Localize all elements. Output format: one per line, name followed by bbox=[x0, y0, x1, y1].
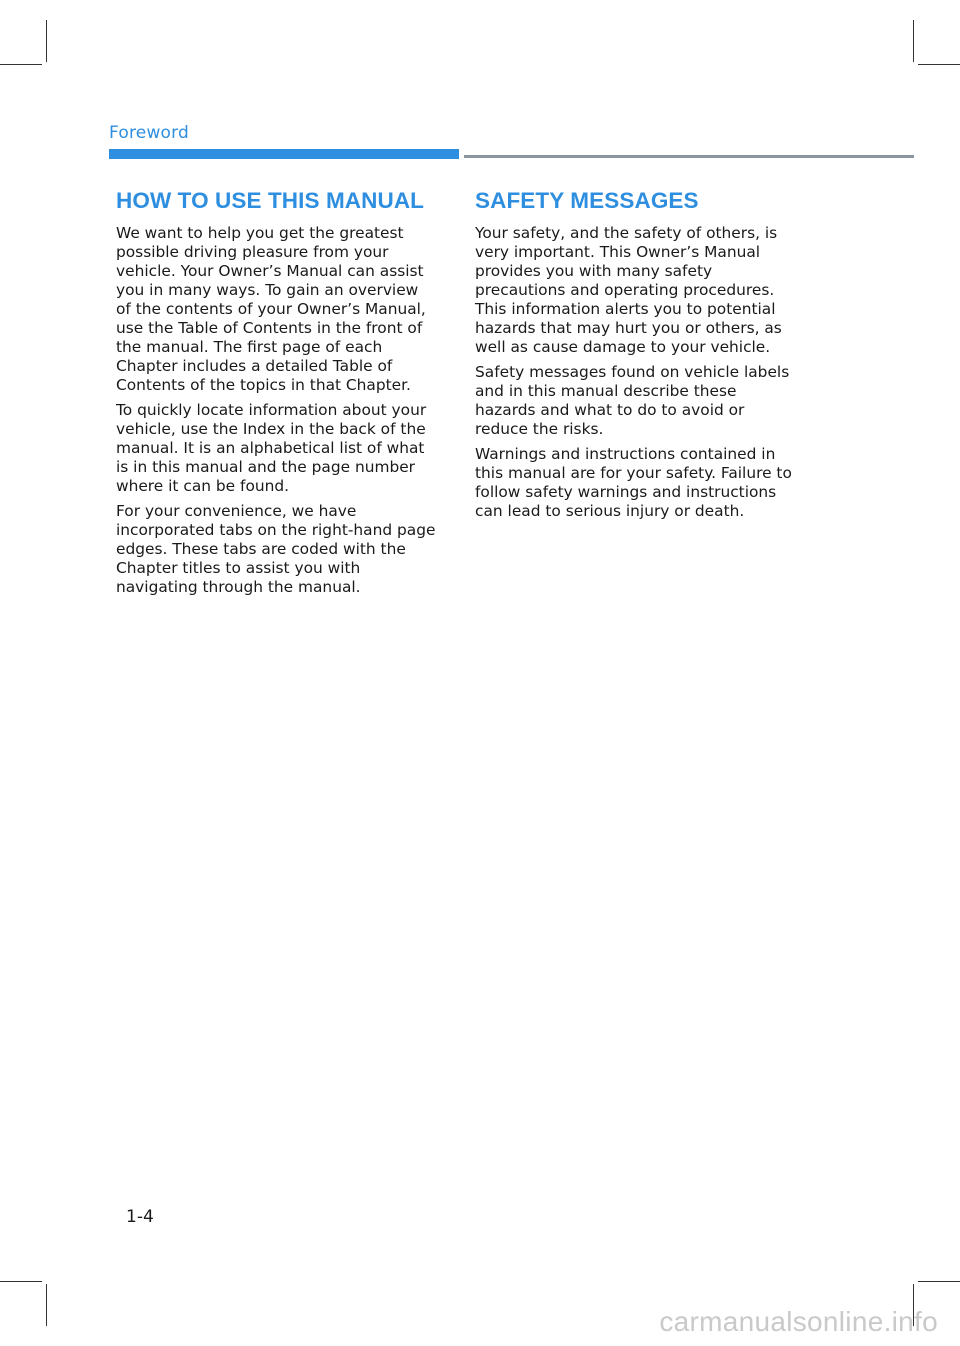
left-paragraph-3: For your convenience, we have incorporated tabs on the right-hand page edges. These tabs are coded with the Chapter titles to assist you with navigating through the manual. bbox=[116, 502, 436, 596]
section-label: Foreword bbox=[109, 123, 190, 143]
left-paragraph-1: We want to help you get the greatest possible driving pleasure from your vehicle. Your Owner’s Manual can assist you in many ways. To gain an overview of the contents of your Owner’s Manual, use the Table of Contents in the front of the manual. The first page of each Chapter includes a detailed Table of Contents of the topics in that Chapter. bbox=[116, 224, 426, 394]
header-rule bbox=[464, 155, 914, 158]
left-paragraph-2: To quickly locate information about your vehicle, use the Index in the back of the manual. It is an alphabetical list of what is in this manual and the page number where it can be found. bbox=[116, 401, 427, 495]
right-paragraph-1: Your safety, and the safety of others, is very important. This Owner’s Manual provides you with many safety precautions and operating procedures. This information alerts you to potential hazards that may hurt you or others, as well as cause damage to your vehicle. bbox=[475, 224, 782, 356]
right-paragraph-3: Warnings and instructions contained in this manual are for your safety. Failure to follow safety warnings and instructions can lead to serious injury or death. bbox=[475, 445, 792, 520]
crop-mark-bottom-left-vertical bbox=[46, 1284, 47, 1326]
crop-mark-top-left-vertical bbox=[46, 20, 47, 62]
left-heading: HOW TO USE THIS MANUAL bbox=[116, 188, 425, 213]
right-paragraph-2: Safety messages found on vehicle labels and in this manual describe these hazards and what to do to avoid or reduce the risks. bbox=[475, 363, 790, 438]
crop-mark-top-right-horizontal bbox=[918, 64, 960, 65]
left-column bbox=[116, 188, 436, 603]
crop-mark-top-right-vertical bbox=[913, 20, 914, 62]
crop-mark-bottom-right-horizontal bbox=[918, 1281, 960, 1282]
right-column bbox=[475, 188, 797, 527]
watermark: carmanualsonline.info bbox=[659, 1306, 938, 1337]
page-number: 1-4 bbox=[126, 1207, 154, 1227]
crop-mark-bottom-left-horizontal bbox=[0, 1281, 42, 1282]
header-accent-bar bbox=[109, 149, 459, 159]
right-heading: SAFETY MESSAGES bbox=[475, 188, 699, 213]
crop-mark-top-left-horizontal bbox=[0, 64, 42, 65]
